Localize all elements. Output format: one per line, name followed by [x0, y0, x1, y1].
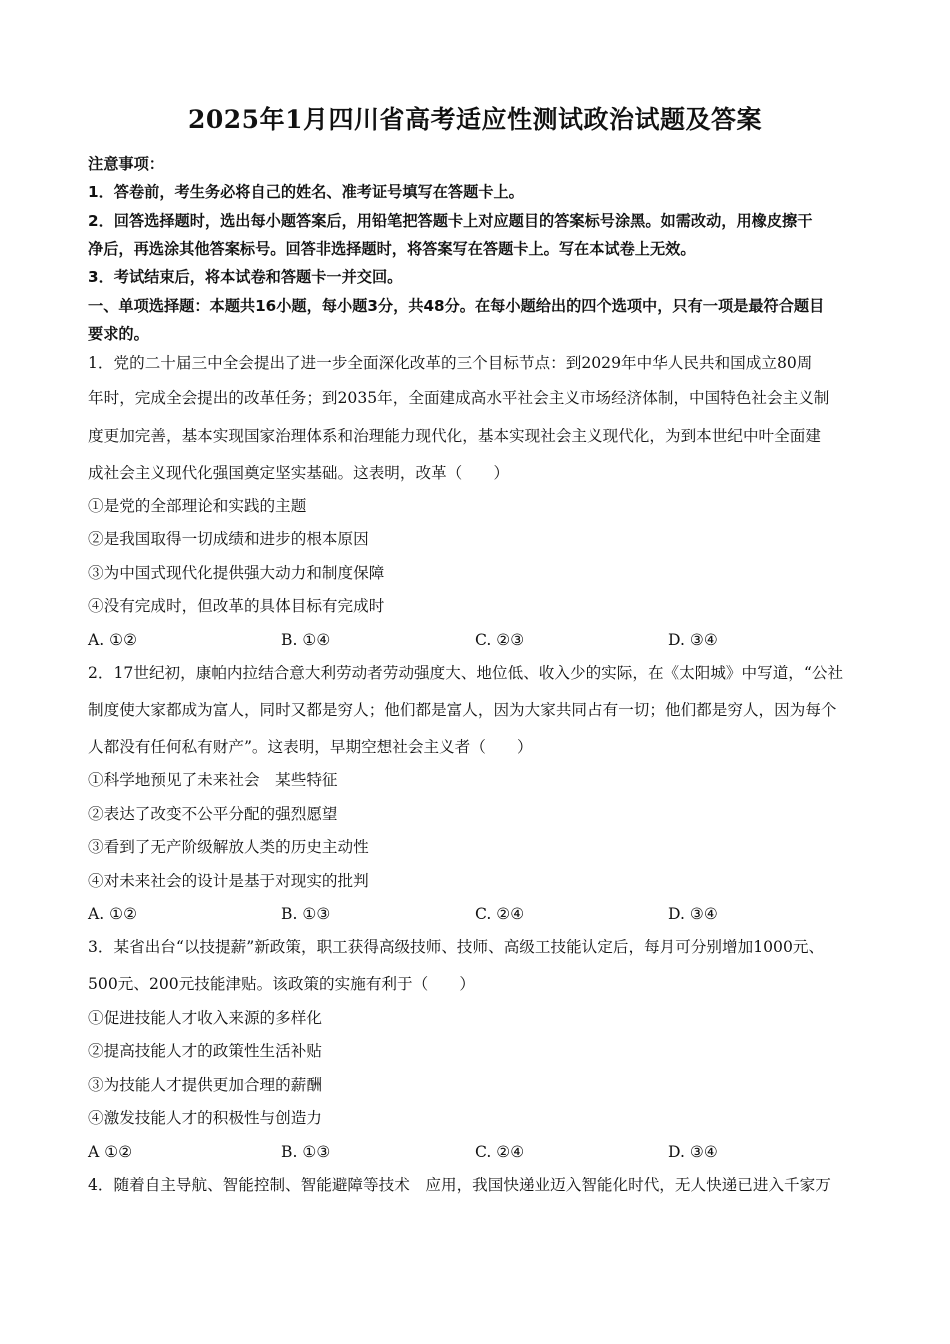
- q3-statement-4: ④激发技能人才的积极性与创造力: [88, 1109, 322, 1127]
- q3-statement-2: ②提高技能人才的政策性生活补贴: [88, 1042, 322, 1060]
- q3-option-a: A ①②: [88, 1143, 133, 1161]
- q1-option-a: A. ①②: [88, 631, 138, 649]
- q1-option-d: D. ③④: [668, 631, 718, 649]
- q1-stem-line: 成社会主义现代化强国奠定坚实基础。这表明，改革（ ）: [88, 464, 510, 482]
- q1-statement-3: ③为中国式现代化提供强大动力和制度保障: [88, 564, 385, 582]
- notice-heading: 注意事项：: [88, 155, 164, 173]
- q2-stem-line: 制度使大家都成为富人，同时又都是穷人；他们都是富人，因为大家共同占有一切；他们都是穷人，因为每个: [88, 701, 837, 719]
- q1-option-c: C. ②③: [475, 631, 525, 649]
- notice-item-2: 2．回答选择题时，选出每小题答案后，用铅笔把答题卡上对应题目的答案标号涂黑。如需改动，用橡皮擦干: [88, 212, 813, 230]
- q1-options: [88, 628, 878, 652]
- q2-options: [88, 902, 878, 926]
- document-title: 2025年1月四川省高考适应性测试政治试题及答案: [188, 105, 762, 134]
- q2-stem-line: 2．17世纪初，康帕内拉结合意大利劳动者劳动强度大、地位低、收入少的实际，在《太阳城》中写道，“公社: [88, 664, 844, 682]
- q1-option-b: B. ①④: [281, 631, 331, 649]
- q2-stem-line: 人都没有任何私有财产”。这表明，早期空想社会主义者（ ）: [88, 738, 533, 756]
- q2-option-c: C. ②④: [475, 905, 525, 923]
- q3-stem-line: 500元、200元技能津贴。该政策的实施有利于（ ）: [88, 975, 475, 993]
- q1-stem-line: 年时，完成全会提出的改革任务；到2035年，全面建成高水平社会主义市场经济体制，中国特色社会主义制: [88, 389, 830, 407]
- q3-option-c: C. ②④: [475, 1143, 525, 1161]
- q4-stem-line: 4．随着自主导航、智能控制、智能避障等技术 应用，我国快递业迈入智能化时代，无人快递已进入千家万: [88, 1176, 831, 1194]
- notice-item-3: 3．考试结束后，将本试卷和答题卡一并交回。: [88, 268, 403, 286]
- section-heading-cont: 要求的。: [88, 325, 149, 343]
- section-heading: 一、单项选择题：本题共16小题，每小题3分，共48分。在每小题给出的四个选项中，只有一项是最符合题目: [88, 297, 825, 315]
- q1-statement-1: ①是党的全部理论和实践的主题: [88, 497, 307, 515]
- notice-item-1: 1．答卷前，考生务必将自己的姓名、准考证号填写在答题卡上。: [88, 183, 524, 201]
- q3-statement-3: ③为技能人才提供更加合理的薪酬: [88, 1076, 322, 1094]
- q1-stem-line: 度更加完善，基本实现国家治理体系和治理能力现代化，基本实现社会主义现代化，为到本世纪中叶全面建: [88, 427, 821, 445]
- q2-statement-2: ②表达了改变不公平分配的强烈愿望: [88, 805, 338, 823]
- q2-statement-3: ③看到了无产阶级解放人类的历史主动性: [88, 838, 369, 856]
- q2-statement-4: ④对未来社会的设计是基于对现实的批判: [88, 872, 369, 890]
- q3-options: [88, 1140, 878, 1164]
- q3-option-d: D. ③④: [668, 1143, 718, 1161]
- q2-option-d: D. ③④: [668, 905, 718, 923]
- q1-statement-4: ④没有完成时，但改革的具体目标有完成时: [88, 597, 385, 615]
- q1-statement-2: ②是我国取得一切成绩和进步的根本原因: [88, 530, 369, 548]
- q3-statement-1: ①促进技能人才收入来源的多样化: [88, 1009, 322, 1027]
- q2-option-b: B. ①③: [281, 905, 331, 923]
- q3-option-b: B. ①③: [281, 1143, 331, 1161]
- q2-statement-1: ①科学地预见了未来社会 某些特征: [88, 771, 338, 789]
- notice-item-2-cont: 净后，再选涂其他答案标号。回答非选择题时，将答案写在答题卡上。写在本试卷上无效。: [88, 240, 696, 258]
- q3-stem-line: 3．某省出台“以技提薪”新政策，职工获得高级技师、技师、高级工技能认定后，每月可分别增加1000元、: [88, 938, 825, 956]
- q1-stem-line: 1．党的二十届三中全会提出了进一步全面深化改革的三个目标节点：到2029年中华人民共和国成立80周: [88, 354, 813, 372]
- q2-option-a: A. ①②: [88, 905, 138, 923]
